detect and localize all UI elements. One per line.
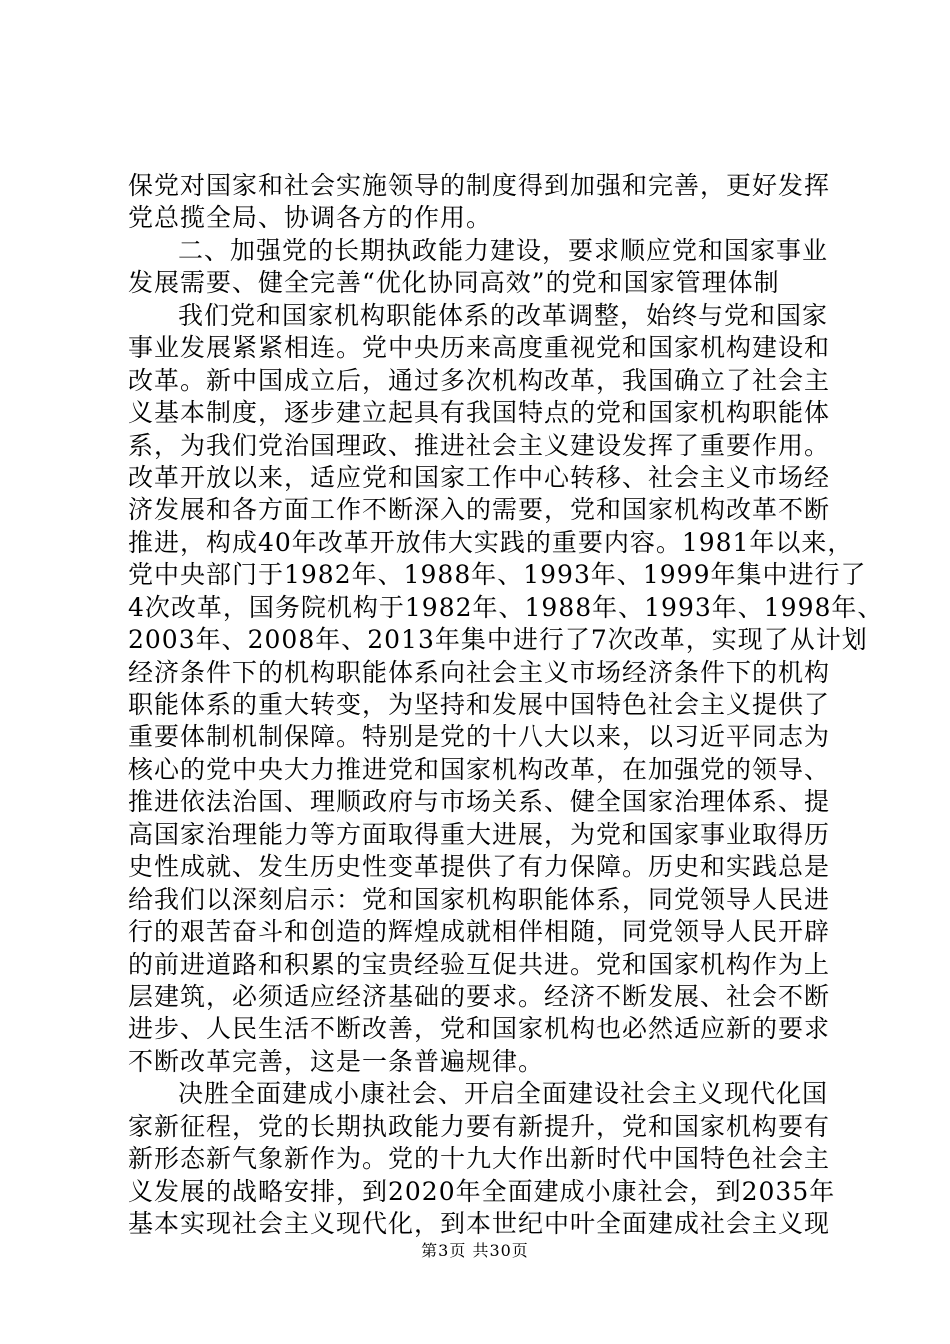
text-line: 新形态新气象新作为。党的十九大作出新时代中国特色社会主	[128, 1144, 831, 1173]
text-line: 进步、人民生活不断改善，党和国家机构也必然适应新的要求	[128, 1014, 831, 1043]
section-heading-line: 二、加强党的长期执政能力建设，要求顺应党和国家事业	[178, 236, 829, 265]
text-line: 改革。新中国成立后，通过多次机构改革，我国确立了社会主	[128, 366, 831, 395]
text-line: 我们党和国家机构职能体系的改革调整，始终与党和国家	[178, 301, 829, 330]
text-line: 核心的党中央大力推进党和国家机构改革，在加强党的领导、	[128, 755, 831, 784]
text-line: 系，为我们党治国理政、推进社会主义建设发挥了重要作用。	[128, 431, 831, 460]
text-line: 经济条件下的机构职能体系向社会主义市场经济条件下的机构	[128, 658, 831, 687]
text-line: 史性成就、发生历史性变革提供了有力保障。历史和实践总是	[128, 852, 831, 881]
text-line: 改革开放以来，适应党和国家工作中心转移、社会主义市场经	[128, 463, 831, 492]
text-line: 党总揽全局、协调各方的作用。	[128, 203, 493, 232]
text-line: 事业发展紧紧相连。党中央历来高度重视党和国家机构建设和	[128, 333, 831, 362]
text-line: 层建筑，必须适应经济基础的要求。经济不断发展、社会不断	[128, 982, 831, 1011]
section-heading-line: 发展需要、健全完善“优化协同高效”的党和国家管理体制	[128, 268, 780, 297]
text-line: 决胜全面建成小康社会、开启全面建设社会主义现代化国	[178, 1079, 829, 1108]
text-line: 推进依法治国、理顺政府与市场关系、健全国家治理体系、提	[128, 787, 831, 816]
text-line: 行的艰苦奋斗和创造的辉煌成就相伴相随，同党领导人民开辟	[128, 917, 831, 946]
page-number-footer: 第3页 共30页	[421, 1241, 529, 1260]
text-line: 的前进道路和积累的宝贵经验互促共进。党和国家机构作为上	[128, 950, 831, 979]
text-line: 2003年、2008年、2013年集中进行了7次改革，实现了从计划	[128, 625, 868, 654]
text-line: 党中央部门于1982年、1988年、1993年、1999年集中进行了	[128, 560, 867, 589]
text-line: 不断改革完善，这是一条普遍规律。	[128, 1047, 545, 1076]
text-line: 基本实现社会主义现代化，到本世纪中叶全面建成社会主义现	[128, 1209, 831, 1238]
text-line: 济发展和各方面工作不断深入的需要，党和国家机构改革不断	[128, 495, 831, 524]
text-line: 职能体系的重大转变，为坚持和发展中国特色社会主义提供了	[128, 690, 831, 719]
text-line: 推进，构成40年改革开放伟大实践的重要内容。1981年以来，	[128, 528, 854, 557]
text-line: 保党对国家和社会实施领导的制度得到加强和完善，更好发挥	[128, 171, 831, 200]
text-line: 4次改革，国务院机构于1982年、1988年、1993年、1998年、	[128, 593, 884, 622]
text-line: 给我们以深刻启示：党和国家机构职能体系，同党领导人民进	[128, 885, 831, 914]
text-line: 义发展的战略安排，到2020年全面建成小康社会，到2035年	[128, 1177, 836, 1206]
text-line: 重要体制机制保障。特别是党的十八大以来，以习近平同志为	[128, 722, 831, 751]
text-line: 家新征程，党的长期执政能力要有新提升，党和国家机构要有	[128, 1112, 831, 1141]
text-line: 高国家治理能力等方面取得重大进展，为党和国家事业取得历	[128, 820, 831, 849]
text-line: 义基本制度，逐步建立起具有我国特点的党和国家机构职能体	[128, 398, 831, 427]
